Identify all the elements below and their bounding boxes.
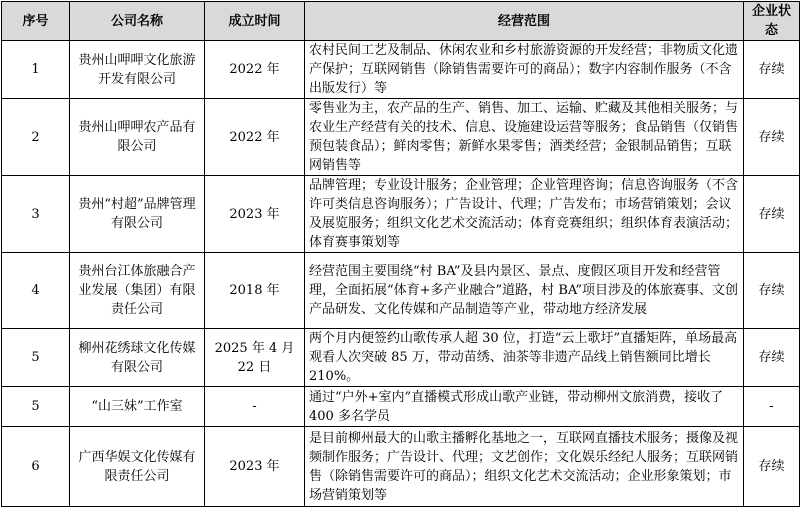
business-scope: 通过“户外+室内”直播模式形成山歌产业链，带动柳州文旅消费，接收了 400 多名学员 — [305, 387, 744, 427]
header-status: 企业状态 — [744, 2, 800, 41]
company-status: 存续 — [744, 253, 800, 329]
company-status: 存续 — [744, 41, 800, 99]
company-name: 贵州“村超”品牌管理有限公司 — [70, 176, 205, 253]
company-name: 贵州台江体旅融合产业发展（集团）有限责任公司 — [70, 253, 205, 329]
row-index: 5 — [2, 329, 70, 387]
founded-date: 2022 年 — [205, 41, 305, 99]
header-row — [2, 2, 800, 41]
company-name: 广西华娱文化传媒有限责任公司 — [70, 427, 205, 507]
table-row — [2, 427, 800, 507]
row-index: 5 — [2, 387, 70, 427]
table-row — [2, 329, 800, 387]
company-name: 贵州山呷呷文化旅游开发有限公司 — [70, 41, 205, 99]
company-table — [1, 1, 800, 507]
business-scope: 是目前柳州最大的山歌主播孵化基地之一，互联网直播技术服务；摄像及视频制作服务；广告设计、代理；文艺创作；文化娱乐经纪人服务；互联网销售（除销售需要许可的商品）；组织文化艺术交流活动；企业形象策划；市场营销策划等 — [305, 427, 744, 507]
table-row — [2, 253, 800, 329]
table-row — [2, 387, 800, 427]
header-scope: 经营范围 — [305, 2, 744, 41]
founded-date: 2023 年 — [205, 176, 305, 253]
row-index: 3 — [2, 176, 70, 253]
company-status: 存续 — [744, 99, 800, 176]
business-scope: 农村民间工艺及制品、休闲农业和乡村旅游资源的开发经营；非物质文化遗产保护；互联网销售（除销售需要许可的商品）；数字内容制作服务（不含出版发行）等 — [305, 41, 744, 99]
founded-date: 2025 年 4 月 22 日 — [205, 329, 305, 387]
business-scope: 品牌管理；专业设计服务；企业管理；企业管理咨询；信息咨询服务（不含许可类信息咨询服务）；广告设计、代理；广告发布；市场营销策划；会议及展览服务；组织文化艺术交流活动；体育竞赛组织；组织体育表演活动；体育赛事策划等 — [305, 176, 744, 253]
company-status: 存续 — [744, 176, 800, 253]
business-scope: 零售业为主，农产品的生产、销售、加工、运输、贮藏及其他相关服务；与农业生产经营有关的技术、信息、设施建设运营等服务；食品销售（仅销售预包装食品）；鲜肉零售；新鲜水果零售；酒类经营；金银制品销售；互联网销售等 — [305, 99, 744, 176]
company-status: - — [744, 387, 800, 427]
row-index: 6 — [2, 427, 70, 507]
table-row — [2, 41, 800, 99]
company-status: 存续 — [744, 427, 800, 507]
company-name: “山三妹”工作室 — [70, 387, 205, 427]
table-row — [2, 176, 800, 253]
company-name: 贵州山呷呷农产品有限公司 — [70, 99, 205, 176]
founded-date: 2018 年 — [205, 253, 305, 329]
founded-date: 2023 年 — [205, 427, 305, 507]
business-scope: 经营范围主要围绕“村 BA”及县内景区、景点、度假区项目开发和经营管理，全面拓展“体育+多产业融合”道路，村 BA”项目涉及的体旅赛事、文创产品研发、文化传媒和产品制造等产业，带动地方经济发展 — [305, 253, 744, 329]
header-index: 序号 — [2, 2, 70, 41]
header-founded: 成立时间 — [205, 2, 305, 41]
company-status: 存续 — [744, 329, 800, 387]
founded-date: 2022 年 — [205, 99, 305, 176]
row-index: 2 — [2, 99, 70, 176]
row-index: 4 — [2, 253, 70, 329]
header-company-name: 公司名称 — [70, 2, 205, 41]
row-index: 1 — [2, 41, 70, 99]
table-row — [2, 99, 800, 176]
business-scope: 两个月内便签约山歌传承人超 30 位，打造“云上歌圩”直播矩阵，单场最高观看人次突破 85 万，带动苗绣、油茶等非遗产品线上销售额同比增长 210%。 — [305, 329, 744, 387]
company-name: 柳州花绣球文化传媒有限公司 — [70, 329, 205, 387]
founded-date: - — [205, 387, 305, 427]
